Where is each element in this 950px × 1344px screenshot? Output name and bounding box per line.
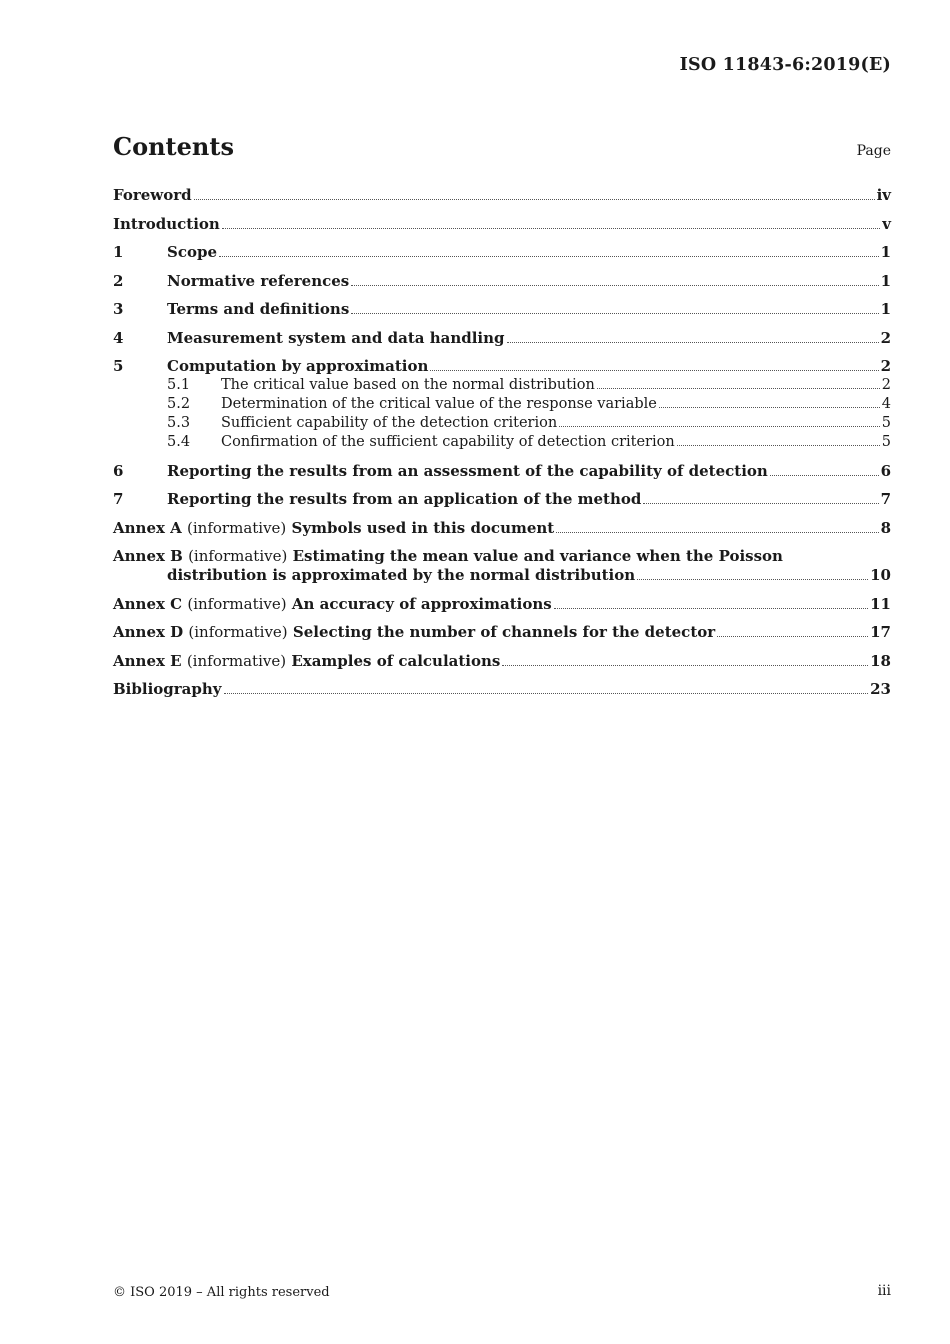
toc-entry-subclause-5-4[interactable]	[113, 433, 891, 452]
toc-title: Measurement system and data handling	[167, 328, 505, 347]
toc-number: 7	[113, 490, 124, 508]
toc-number: 2	[113, 271, 124, 290]
annex-label: Annex D	[113, 623, 184, 641]
toc-title	[113, 595, 552, 614]
annex-label: Annex C	[113, 594, 183, 613]
toc-entry-annex-a[interactable]	[113, 519, 891, 538]
toc-title: Terms and definitions	[167, 300, 350, 318]
toc-entry-clause-5[interactable]	[113, 357, 891, 376]
dot-leader	[507, 341, 879, 343]
dot-leader	[351, 284, 878, 286]
dot-leader	[643, 502, 878, 504]
dot-leader	[222, 227, 880, 229]
page-column-label: Page	[856, 143, 891, 159]
dot-leader	[556, 531, 878, 533]
toc-number: 1	[113, 243, 124, 261]
dot-leader	[637, 578, 868, 580]
dot-leader	[502, 664, 868, 666]
contents-title: Contents	[113, 132, 234, 161]
toc-page: 1	[880, 271, 891, 290]
annex-kind: (informative)	[187, 518, 287, 537]
toc-title	[113, 623, 715, 642]
annex-label: Annex E	[113, 651, 182, 670]
table-of-contents	[113, 186, 891, 699]
toc-title: Normative references	[167, 271, 350, 290]
annex-title: Examples of calculations	[291, 651, 501, 670]
toc-entry-subclause-5-2[interactable]	[113, 395, 891, 414]
toc-page: 6	[880, 461, 891, 480]
annex-label: Annex B	[113, 547, 183, 565]
toc-page: v	[882, 214, 891, 233]
toc-title: Bibliography	[113, 680, 222, 698]
toc-number: 4	[113, 328, 124, 347]
document-id: ISO 11843-6:2019(E)	[679, 55, 891, 75]
toc-entry-bibliography[interactable]	[113, 680, 891, 699]
toc-number: 5.2	[167, 396, 191, 412]
annex-kind: (informative)	[188, 547, 288, 565]
dot-leader	[224, 692, 869, 694]
toc-page: 1	[880, 243, 891, 261]
toc-title: Determination of the critical value of the response variable	[221, 396, 657, 412]
toc-title	[113, 547, 783, 566]
toc-page: iv	[876, 186, 891, 204]
toc-page: 4	[881, 396, 891, 412]
toc-page: 7	[880, 490, 891, 508]
dot-leader	[559, 425, 880, 427]
dot-leader	[677, 444, 880, 446]
annex-title-continued: distribution is approximated by the normal distribution	[167, 566, 636, 584]
annex-title: Symbols used in this document	[291, 518, 555, 537]
dot-leader	[770, 474, 879, 476]
annex-title: Estimating the mean value and variance when the Poisson	[292, 547, 783, 565]
toc-title: Foreword	[113, 186, 192, 204]
toc-number: 5.1	[167, 377, 191, 393]
toc-page: 8	[880, 518, 891, 537]
toc-title: Confirmation of the sufficient capability of detection criterion	[221, 434, 675, 450]
toc-entry-annex-c[interactable]	[113, 595, 891, 614]
toc-number: 6	[113, 461, 124, 480]
dot-leader	[219, 255, 879, 257]
toc-title: Scope	[167, 243, 218, 261]
dot-leader	[659, 406, 880, 408]
dot-leader	[554, 607, 868, 609]
dot-leader	[717, 635, 868, 637]
toc-title: Reporting the results from an application of the method	[167, 490, 642, 508]
toc-entry-annex-b[interactable]	[113, 547, 891, 585]
dot-leader	[597, 387, 880, 389]
toc-entry-clause-6[interactable]	[113, 462, 891, 481]
toc-page: 1	[880, 300, 891, 318]
toc-page: 17	[870, 623, 891, 641]
annex-label: Annex A	[113, 518, 182, 537]
annex-title: Selecting the number of channels for the detector	[292, 623, 716, 641]
toc-title: Sufficient capability of the detection criterion	[221, 415, 558, 431]
toc-page: 2	[880, 357, 891, 375]
dot-leader	[194, 198, 875, 200]
toc-title	[113, 519, 554, 538]
toc-title: Computation by approximation	[167, 357, 429, 375]
toc-entry-clause-2[interactable]	[113, 272, 891, 291]
toc-title: Reporting the results from an assessment of the capability of detection	[167, 461, 768, 480]
annex-kind: (informative)	[186, 651, 287, 670]
toc-entry-introduction[interactable]	[113, 215, 891, 234]
toc-page: 2	[880, 328, 891, 347]
annex-title: An accuracy of approximations	[291, 594, 552, 613]
toc-entry-annex-d[interactable]	[113, 623, 891, 642]
toc-title	[113, 652, 500, 671]
annex-kind: (informative)	[187, 594, 287, 613]
toc-page: 11	[870, 594, 891, 613]
toc-entry-clause-3[interactable]	[113, 300, 891, 319]
toc-page: 5	[881, 415, 891, 431]
toc-number: 5.3	[167, 415, 191, 431]
toc-number: 3	[113, 300, 124, 318]
footer-copyright: © ISO 2019 – All rights reserved	[113, 1285, 330, 1300]
toc-title: Introduction	[113, 214, 220, 233]
toc-page: 18	[870, 651, 891, 670]
toc-entry-clause-1[interactable]	[113, 243, 891, 262]
dot-leader	[351, 312, 878, 314]
toc-entry-foreword[interactable]	[113, 186, 891, 205]
toc-entry-clause-7[interactable]	[113, 490, 891, 509]
toc-title: The critical value based on the normal distribution	[221, 377, 595, 393]
dot-leader	[430, 369, 878, 371]
toc-entry-annex-e[interactable]	[113, 652, 891, 671]
toc-entry-subclause-5-1[interactable]	[113, 376, 891, 395]
toc-page: 23	[870, 680, 891, 698]
toc-entry-subclause-5-3[interactable]	[113, 414, 891, 433]
footer-page-number: iii	[877, 1283, 891, 1299]
toc-number: 5	[113, 357, 124, 375]
toc-page: 2	[881, 377, 891, 393]
toc-page: 5	[881, 434, 891, 450]
toc-entry-clause-4[interactable]	[113, 329, 891, 348]
toc-number: 5.4	[167, 434, 191, 450]
toc-page: 10	[870, 566, 891, 584]
annex-kind: (informative)	[188, 623, 288, 641]
